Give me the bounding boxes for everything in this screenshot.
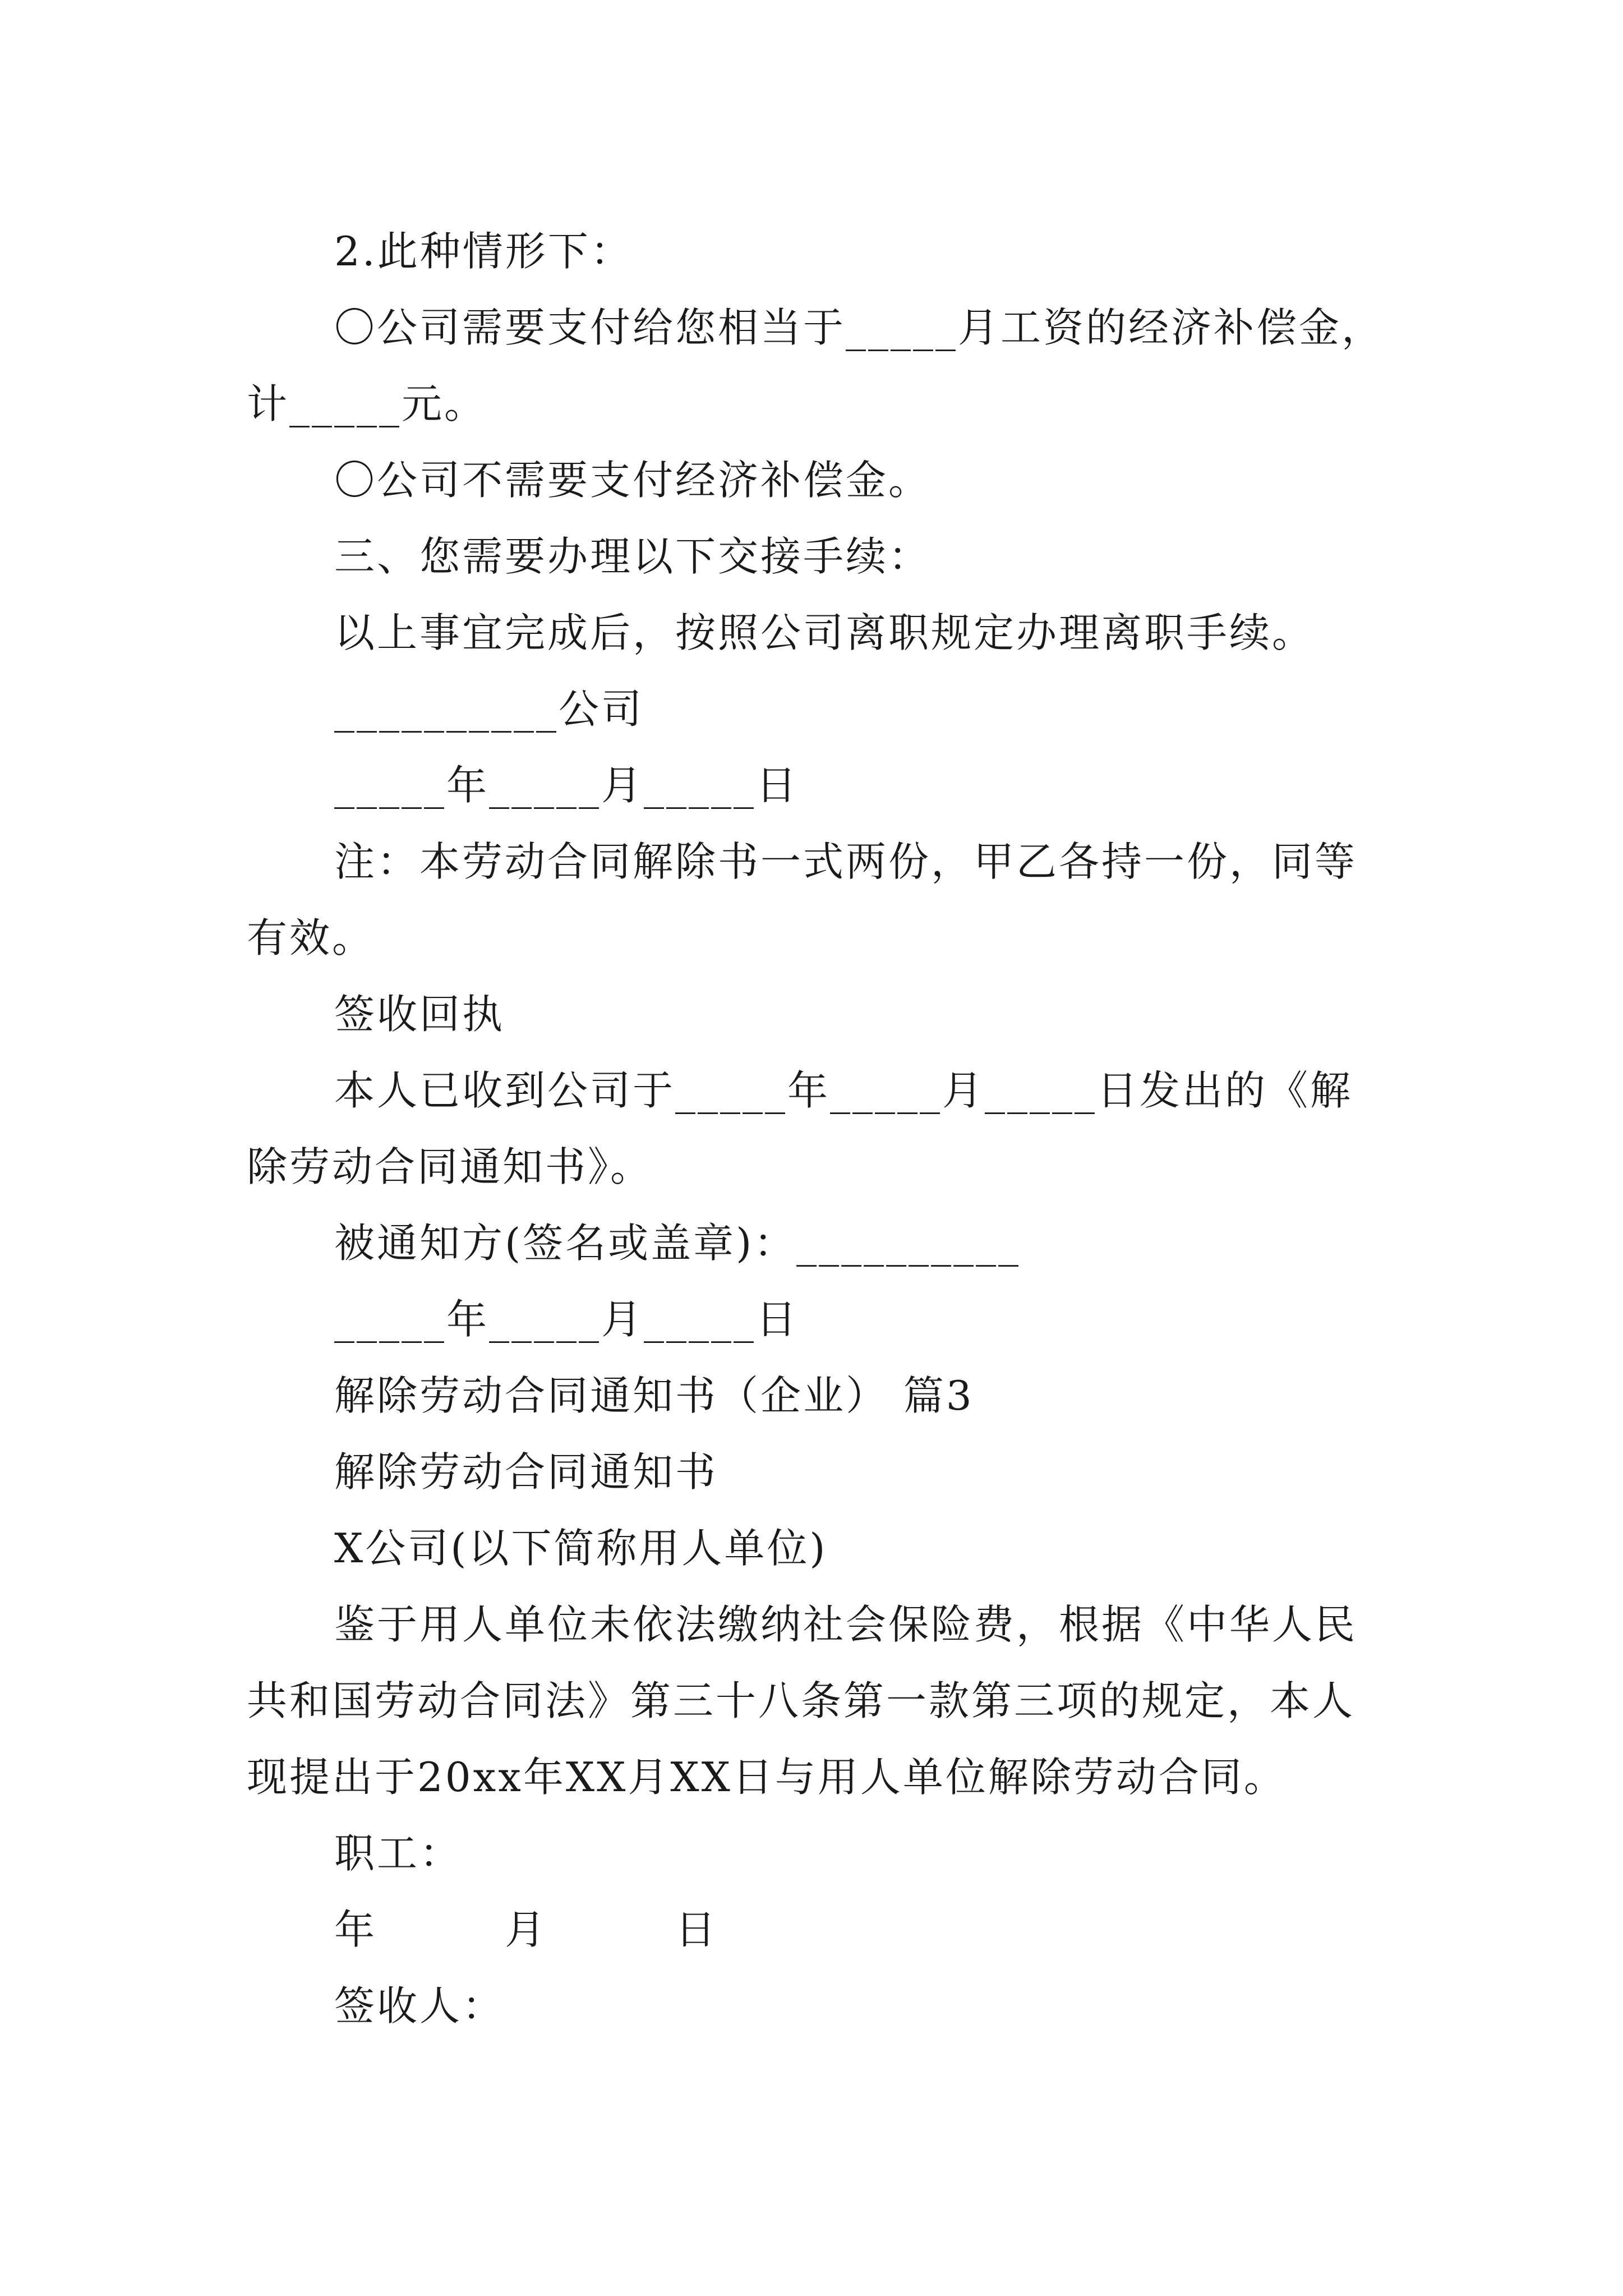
document-body (247, 213, 1391, 2044)
section-title-part-3: 解除劳动合同通知书（企业） 篇3 (334, 1372, 974, 1419)
receipt-date-line: _____年_____月_____日 (334, 1296, 799, 1343)
receipt-statement: 本人已收到公司于_____年_____月_____日发出的《解除劳动合同通知书》。 (247, 1067, 1353, 1190)
recipient-signature-line: 签收人： (334, 1982, 505, 2030)
notice-title: 解除劳动合同通知书 (334, 1448, 718, 1496)
option-compensation-not-required: 〇公司不需要支付经济补偿金。 (334, 457, 932, 504)
option-compensation-required: 〇公司需要支付给您相当于_____月工资的经济补偿金，计_____元。 (247, 304, 1385, 427)
note-copies: 注：本劳动合同解除书一式两份，甲乙各持一份，同等有效。 (247, 838, 1358, 961)
section-handover-heading: 三、您需要办理以下交接手续： (334, 533, 932, 580)
notified-party-signature-line: 被通知方(签名或盖章)：__________ (334, 1220, 1021, 1267)
receipt-heading: 签收回执 (334, 991, 505, 1038)
employer-line: X公司(以下简称用人单位) (334, 1525, 828, 1572)
paragraph-case-2-heading: 2.此种情形下： (334, 228, 633, 275)
paragraph-termination-reason: 鉴于用人单位未依法缴纳社会保险费，根据《中华人民共和国劳动合同法》第三十八条第一款第三项的规定，本人现提出于20xx年XX月XX日与用人单位解除劳动合同。 (247, 1601, 1358, 1801)
employee-signature-line: 职工： (334, 1830, 463, 1877)
company-date-line: _____年_____月_____日 (334, 762, 799, 809)
paragraph-resignation-procedure: 以上事宜完成后，按照公司离职规定办理离职手续。 (334, 609, 1315, 656)
company-signature-line: __________公司 (334, 685, 644, 733)
employee-date-line: 年 月 日 (334, 1906, 718, 1953)
